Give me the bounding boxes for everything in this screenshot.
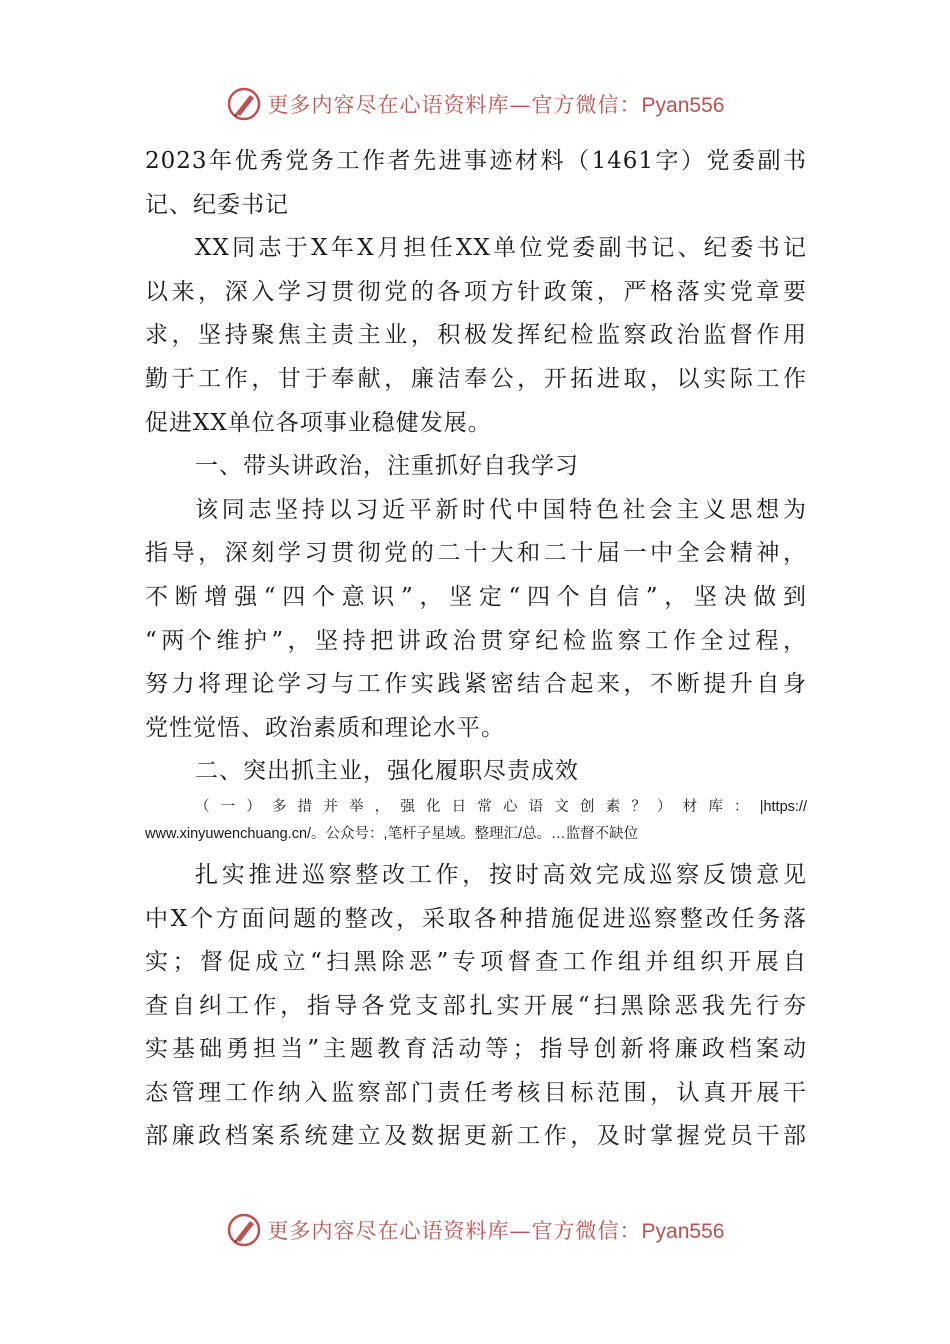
para2-line-2: 指导，深刻学习贯彻党的二十大和二十届一中全会精神，	[145, 540, 807, 567]
watermark-note-line-1: （一）多措并举，强化日常心语文创素？）材库：|https://	[195, 798, 807, 815]
banner-text	[268, 89, 725, 119]
para1-line-2: 以来，深入学习贯彻党的各项方针政策，严格落实党章要	[145, 278, 807, 305]
para3-line-4: 查自纠工作，指导各党支部扎实开展“扫黑除恶我先行夯	[145, 992, 807, 1019]
pen-logo-icon	[226, 1212, 262, 1248]
pen-logo-icon	[226, 86, 262, 122]
title-line-2: 记、纪委书记	[145, 191, 289, 218]
para2-line-3: 不断增强“四个意识”，坚定“四个自信”，坚决做到	[145, 583, 807, 610]
para3-line-1: 扎实推进巡察整改工作，按时高效完成巡察反馈意见	[195, 861, 807, 888]
para1-line-3: 求，坚持聚焦主责主业，积极发挥纪检监察政治监督作用	[145, 322, 807, 349]
para3-line-2: 中X个方面问题的整改，采取各种措施促进巡察整改任务落	[145, 905, 807, 932]
para3-line-7: 部廉政档案系统建立及数据更新工作，及时掌握党员干部	[145, 1123, 807, 1150]
banner-label: 更多内容尽在心语资料库—官方微信：	[267, 93, 642, 117]
wechat-id: Pyan556	[641, 1220, 725, 1243]
banner-label: 更多内容尽在心语资料库—官方微信：	[267, 1219, 642, 1243]
watermark-note-line-2: www.xinyuwenchuang.cn/。公众号：,笔杆子星域。整理汇/总。…监督不缺位	[145, 825, 639, 842]
banner-text	[268, 1215, 725, 1245]
para3-line-3: 实；督促成立“扫黑除恶”专项督查工作组并组织开展自	[145, 949, 807, 976]
wechat-id: Pyan556	[641, 94, 725, 117]
title-line-1: 2023年优秀党务工作者先进事迹材料（1461字）党委副书	[145, 148, 807, 174]
para2-line-5: 努力将理论学习与工作实践紧密结合起来，不断提升自身	[145, 671, 807, 698]
para1-line-5: 促进XX单位各项事业稳健发展。	[145, 409, 492, 436]
document-body	[145, 140, 807, 1159]
header-banner	[0, 82, 950, 126]
para2-line-1: 该同志坚持以习近平新时代中国特色社会主义思想为	[195, 496, 807, 523]
section-heading-2: 二、突出抓主业，强化履职尽责成效	[195, 758, 579, 785]
para2-line-4: “两个维护”，坚持把讲政治贯穿纪检监察工作全过程，	[145, 627, 807, 654]
para3-line-6: 态管理工作纳入监察部门责任考核目标范围，认真开展干	[145, 1079, 807, 1106]
para2-line-6: 党性觉悟、政治素质和理论水平。	[145, 714, 505, 741]
para1-line-4: 勤于工作，甘于奉献，廉洁奉公，开拓进取，以实际工作	[145, 365, 807, 392]
para3-line-5: 实基础勇担当”主题教育活动等；指导创新将廉政档案动	[145, 1036, 807, 1063]
footer-banner	[0, 1208, 950, 1252]
para1-line-1: XX同志于X年X月担任XX单位党委副书记、纪委书记	[195, 235, 807, 262]
section-heading-1: 一、带头讲政治，注重抓好自我学习	[195, 453, 579, 480]
